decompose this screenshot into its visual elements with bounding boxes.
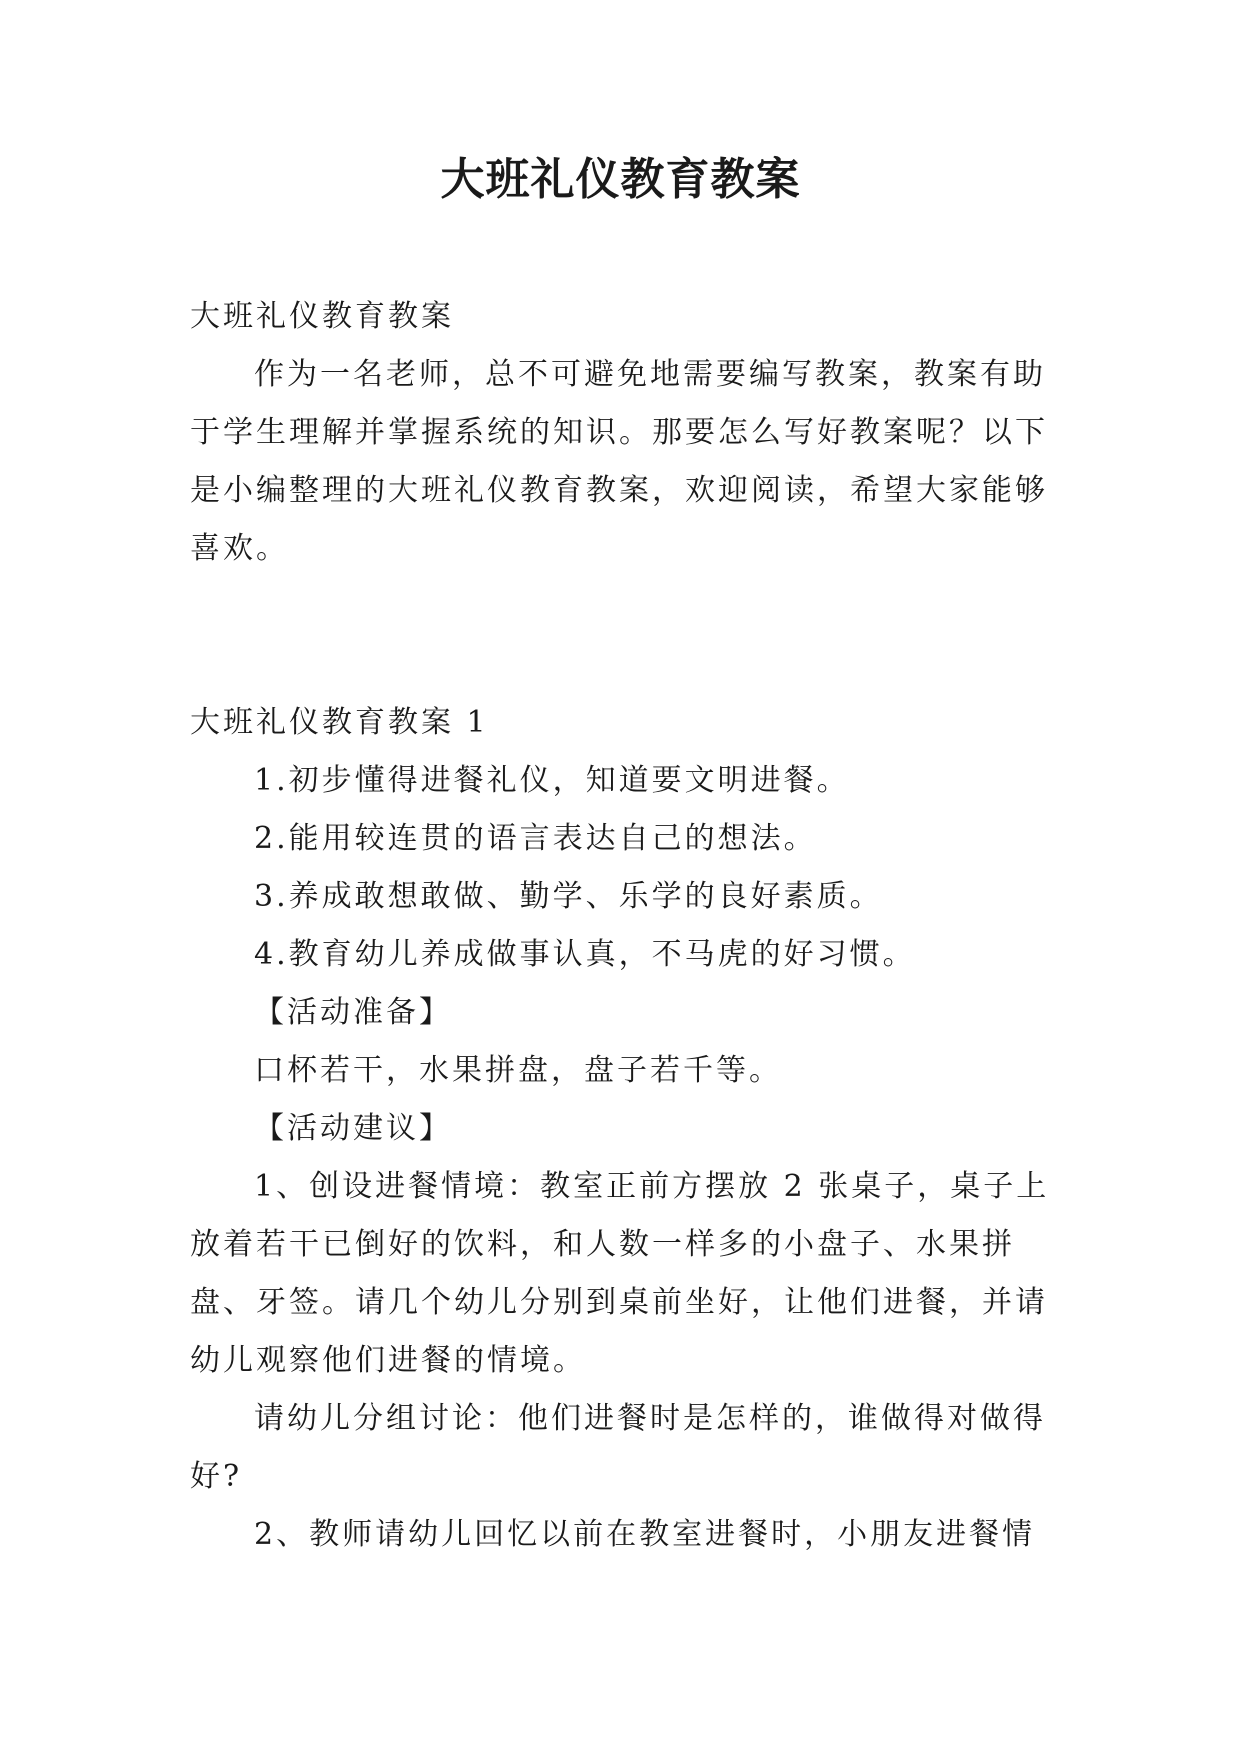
document-body	[190, 288, 1052, 1564]
section1-heading: 大班礼仪教育教案 1	[190, 705, 489, 740]
step2-paragraph: 2、教师请幼儿回忆以前在教室进餐时，小朋友进餐情	[254, 1517, 1036, 1552]
goal-item-1: 1.初步懂得进餐礼仪，知道要文明进餐。	[254, 763, 850, 798]
goal-item-2: 2.能用较连贯的语言表达自己的想法。	[254, 821, 817, 856]
goal-item-4: 4.教育幼儿养成做事认真，不马虎的好习惯。	[254, 937, 916, 972]
suggest-heading: 【活动建议】	[254, 1111, 452, 1146]
goal-item-3: 3.养成敢想敢做、勤学、乐学的良好素质。	[254, 879, 883, 914]
document-title: 大班礼仪教育教案	[440, 154, 801, 205]
intro-paragraph: 作为一名老师，总不可避免地需要编写教案，教案有助于学生理解并掌握系统的知识。那要怎么写好教案呢？以下是小编整理的大班礼仪教育教案，欢迎阅读，希望大家能够喜欢。	[190, 357, 1048, 566]
prep-text: 口杯若干，水果拼盘，盘子若千等。	[254, 1053, 782, 1088]
intro-heading: 大班礼仪教育教案	[190, 299, 454, 334]
step1-discussion: 请幼儿分组讨论：他们进餐时是怎样的，谁做得对做得好?	[190, 1401, 1046, 1494]
step1-paragraph: 1、创设进餐情境：教室正前方摆放 2 张桌子，桌子上放着若干已倒好的饮料，和人数一样多的小盘子、水果拼盘、牙签。请几个幼儿分别到桌前坐好，让他们进餐，并请幼儿观察他们进餐的情境。	[190, 1169, 1050, 1378]
section-spacer	[190, 578, 1052, 694]
prep-heading: 【活动准备】	[254, 995, 452, 1030]
